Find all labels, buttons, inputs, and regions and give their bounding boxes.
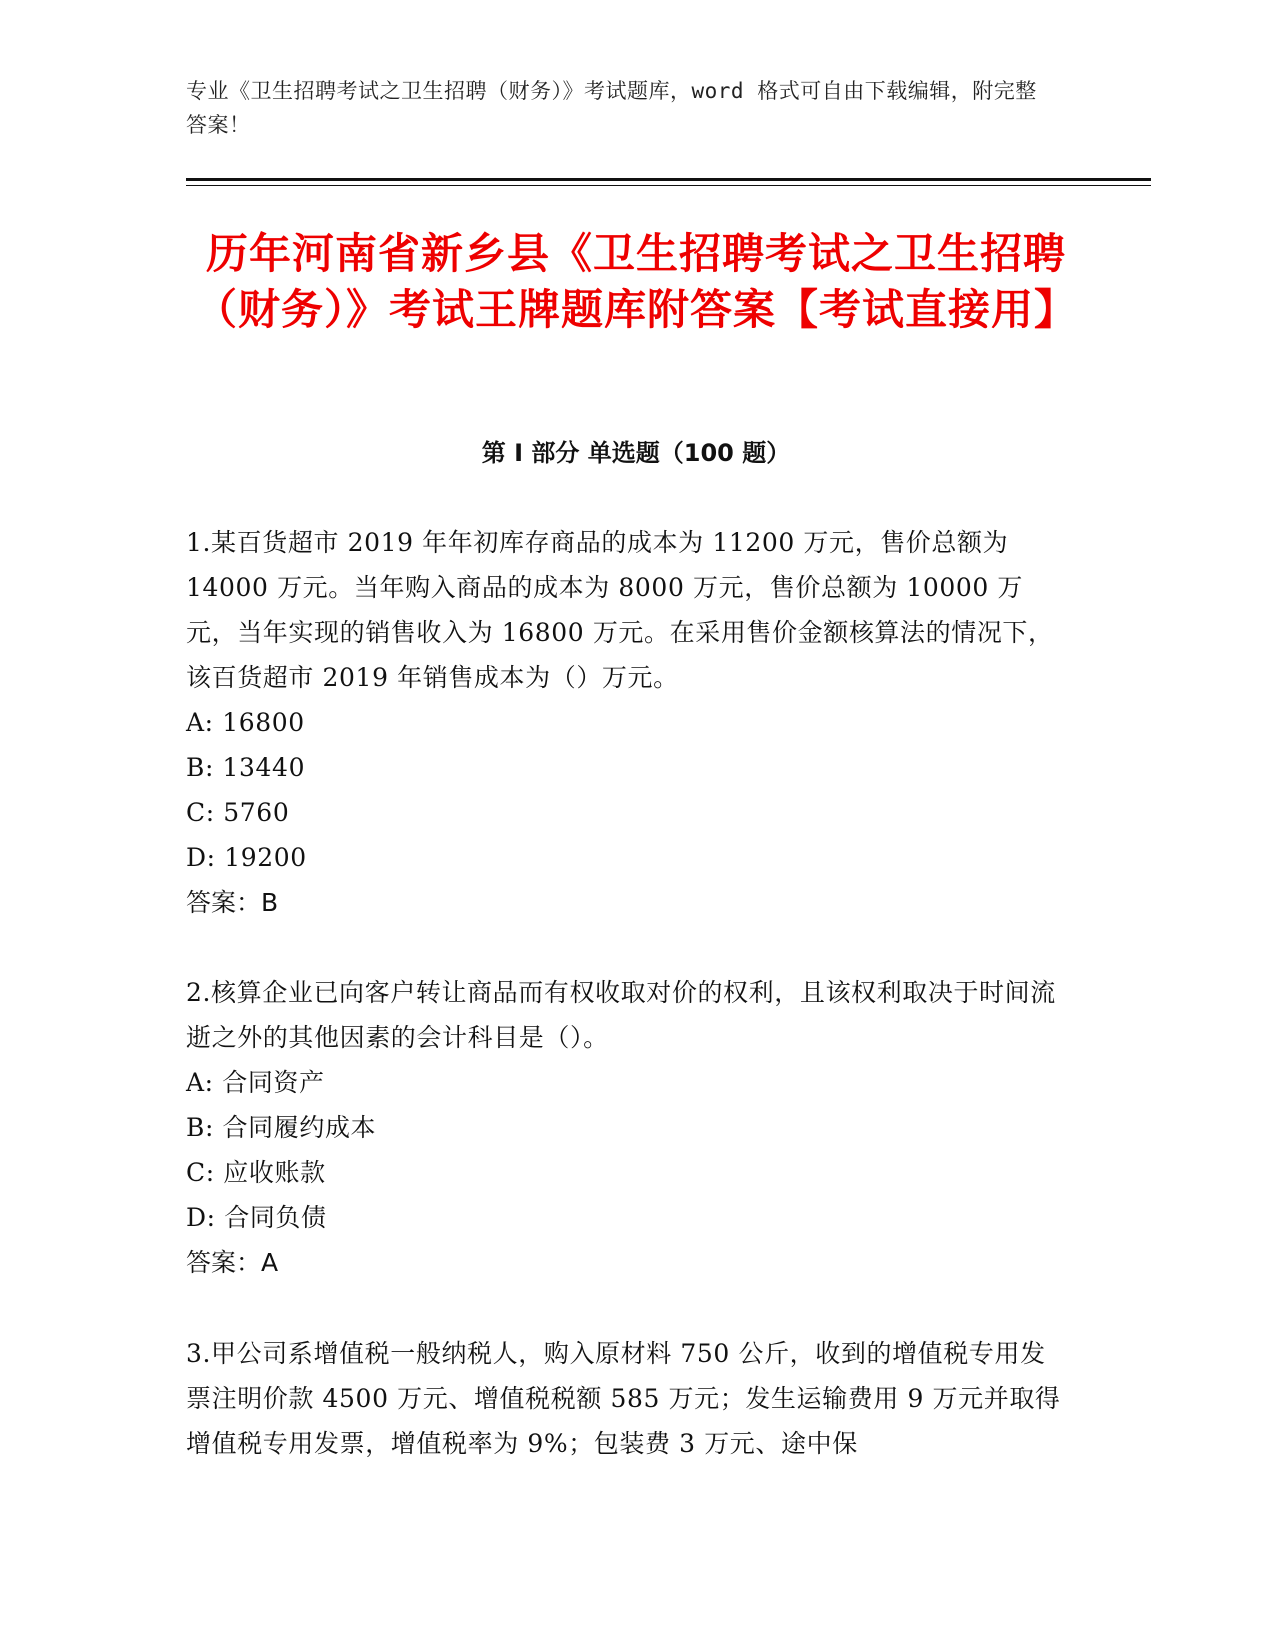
question-stem: 2.核算企业已向客户转让商品而有权收取对价的权利，且该权利取决于时间流逝之外的其他因素的会计科目是（）。 <box>186 978 1056 1052</box>
question-3 <box>186 1331 1066 1466</box>
question-stem: 1.某百货超市 2019 年年初库存商品的成本为 11200 万元，售价总额为 14000 万元。当年购入商品的成本为 8000 万元，售价总额为 10000 万元，当年实现的销售收入为 16800 万元。在采用售价金额核算法的情况下，该百货超市 2019 年销售成本为（）万元。 <box>186 528 1054 692</box>
option-b: B: 合同履约成本 <box>186 1113 377 1142</box>
answer-label: 答案：B <box>186 888 279 917</box>
question-stem: 3.甲公司系增值税一般纳税人，购入原材料 750 公斤，收到的增值税专用发票注明价款 4500 万元、增值税税额 585 万元；发生运输费用 9 万元并取得增值税专用发票，增值税率为 9%；包装费 3 万元、途中保 <box>186 1339 1061 1458</box>
question-1 <box>186 520 1066 925</box>
option-a: A: 16800 <box>186 708 305 737</box>
option-b: B: 13440 <box>186 753 306 782</box>
question-2 <box>186 970 1066 1285</box>
header-divider-thick <box>186 178 1151 181</box>
option-c: C: 应收账款 <box>186 1158 326 1187</box>
answer-label: 答案：A <box>186 1248 279 1277</box>
option-c: C: 5760 <box>186 798 290 827</box>
option-d: D: 19200 <box>186 843 307 872</box>
section-title: 第 I 部分 单选题（100 题） <box>481 439 791 467</box>
option-a: A: 合同资产 <box>186 1068 325 1097</box>
option-d: D: 合同负债 <box>186 1203 327 1232</box>
header-divider-thin <box>186 185 1151 186</box>
document-title: 历年河南省新乡县《卫生招聘考试之卫生招聘（财务）》考试王牌题库附答案【考试直接用】 <box>194 229 1077 334</box>
header-note: 专业《卫生招聘考试之卫生招聘（财务）》考试题库，word 格式可自由下载编辑，附完整答案！ <box>186 79 1037 137</box>
